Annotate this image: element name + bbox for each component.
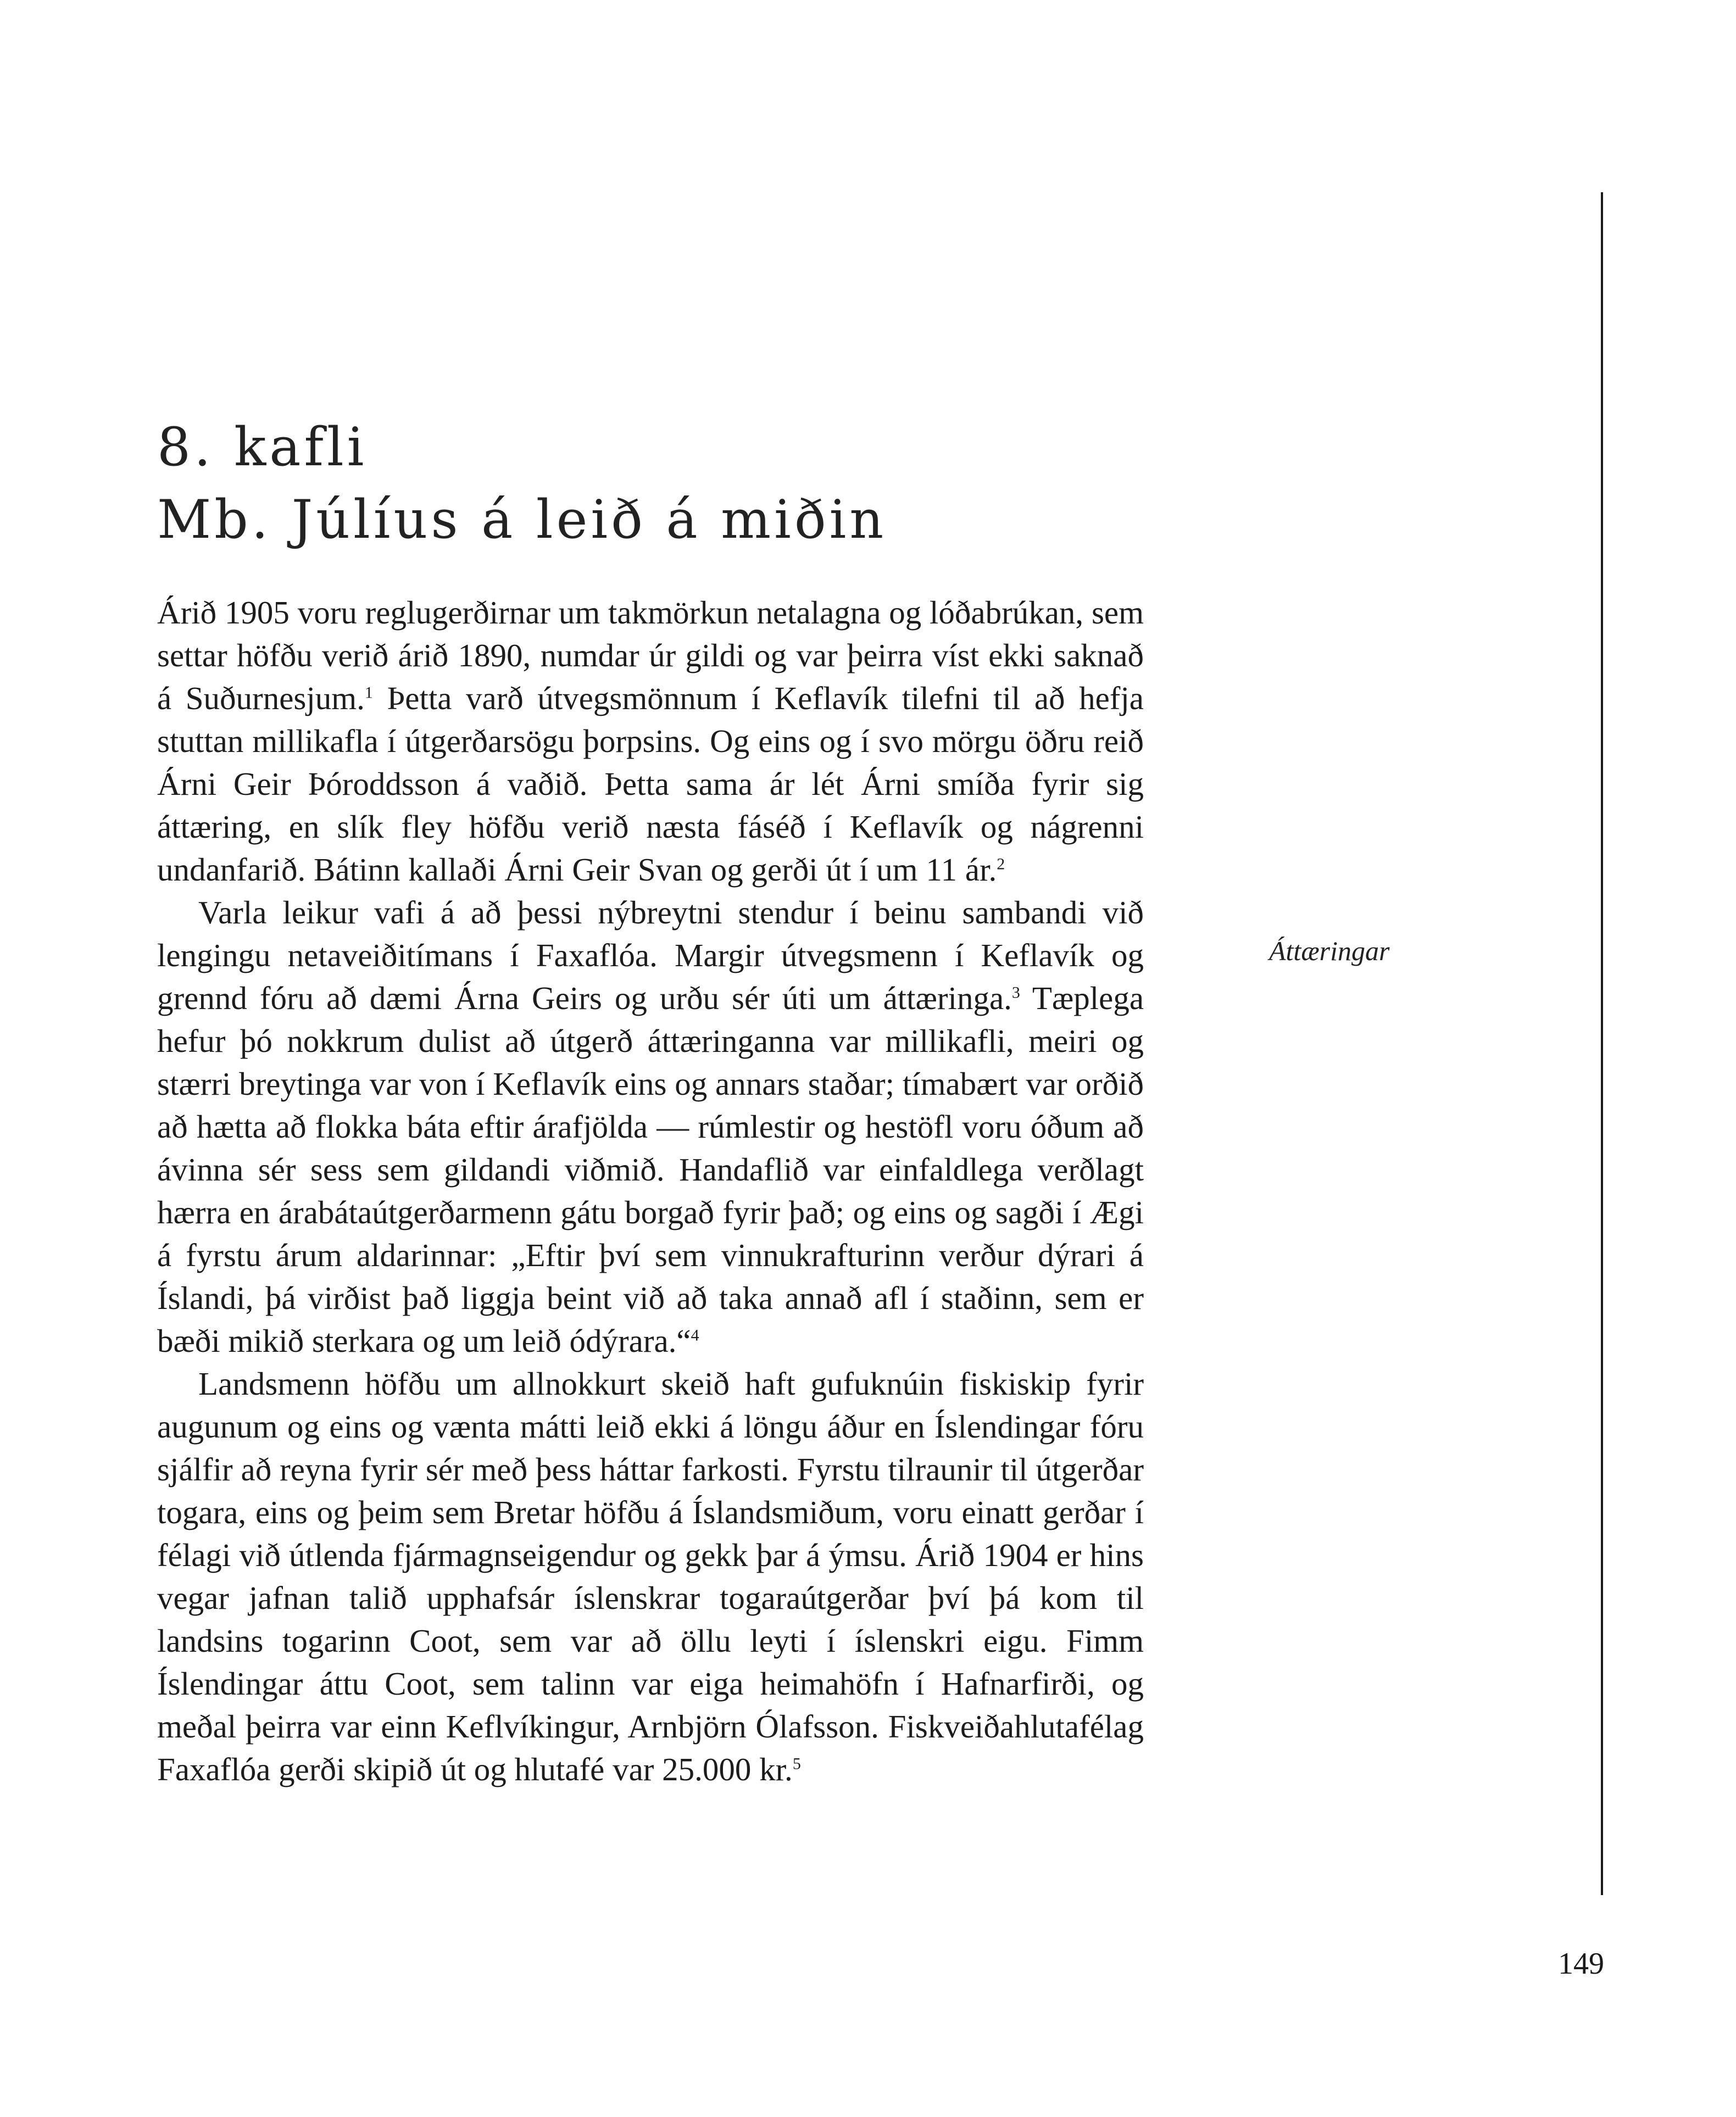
footnote-reference: 2 bbox=[997, 855, 1005, 873]
chapter-heading bbox=[157, 411, 1201, 556]
paragraph-text: Varla leikur vafi á að þessi nýbreytni stendur í beinu sambandi við lengingu netaveiðitímans í Faxaflóa. Margir útvegsmenn í Keflavík og grennd fóru að dæmi Árna Geirs og urðu sér úti um áttæringa. bbox=[157, 894, 1144, 1016]
paragraph bbox=[157, 1362, 1144, 1791]
paragraph bbox=[157, 891, 1144, 1362]
page-number: 149 bbox=[1558, 1947, 1604, 1981]
margin-note: Áttæringar bbox=[1269, 935, 1390, 966]
paragraph bbox=[157, 591, 1144, 891]
footnote-reference: 3 bbox=[1011, 983, 1020, 1002]
margin-rule bbox=[1601, 192, 1603, 1895]
footnote-reference: 5 bbox=[792, 1754, 801, 1773]
footnote-reference: 4 bbox=[691, 1326, 699, 1345]
paragraph-text: Árið 1905 voru reglugerðirnar um takmörkun netalagna og lóðabrúkan, sem settar höfðu verið árið 1890, numdar úr gildi og var þeirra víst ekki saknað á Suðurnesjum. bbox=[157, 594, 1144, 716]
paragraph-text: Tæplega hefur þó nokkrum dulist að útgerð áttæringanna var millikafli, meiri og stærri breytinga var von í Keflavík eins og annars staðar; tímabært var orðið að hætta að flokka báta eftir árafjölda — rúmlestir og hestöfl voru óðum að ávinna sér sess sem gildandi viðmið. Handaflið var einfaldlega verðlagt hærra en árabátaútgerðarmenn gátu borgað fyrir það; og eins og sagði í Ægi á fyrstu árum aldarinnar: „Eftir því sem vinnukrafturinn verður dýrari á Íslandi, þá virðist það liggja beint við að taka annað afl í staðinn, sem er bæði mikið sterkara og um leið ódýrara.“ bbox=[157, 980, 1144, 1359]
chapter-title: Mb. Júlíus á leið á miðin bbox=[157, 489, 887, 550]
paragraph-text: Þetta varð útvegsmönnum í Keflavík tilefni til að hefja stuttan millikafla í útgerðarsögu þorpsins. Og eins og í svo mörgu öðru reið Árni Geir Þóroddsson á vaðið. Þetta sama ár lét Árni smíða fyrir sig áttæring, en slík fley höfðu verið næsta fáséð í Keflavík og nágrenni undanfarið. Bátinn kallaði Árni Geir Svan og gerði út í um 11 ár. bbox=[157, 680, 1144, 888]
body-text bbox=[157, 591, 1144, 1791]
paragraph-text: Landsmenn höfðu um allnokkurt skeið haft gufuknúin fiskiskip fyrir augunum og eins og vænta mátti leið ekki á löngu áður en Íslendingar fóru sjálfir að reyna fyrir sér með þess háttar farkosti. Fyrstu tilraunir til útgerðar togara, eins og þeim sem Bretar höfðu á Íslandsmiðum, voru einatt gerðar í félagi við útlenda fjármagnseigendur og gekk þar á ýmsu. Árið 1904 er hins vegar jafnan talið upphafsár íslenskrar togaraútgerðar því þá kom til landsins togarinn Coot, sem var að öllu leyti í íslenskri eigu. Fimm Íslendingar áttu Coot, sem talinn var eiga heimahöfn í Hafnarfirði, og meðal þeirra var einn Keflvíkingur, Arnbjörn Ólafsson. Fiskveiðahlutafélag Faxaflóa gerði skipið út og hlutafé var 25.000 kr. bbox=[157, 1366, 1144, 1787]
footnote-reference: 1 bbox=[364, 683, 373, 702]
chapter-number: 8. kafli bbox=[157, 416, 368, 478]
